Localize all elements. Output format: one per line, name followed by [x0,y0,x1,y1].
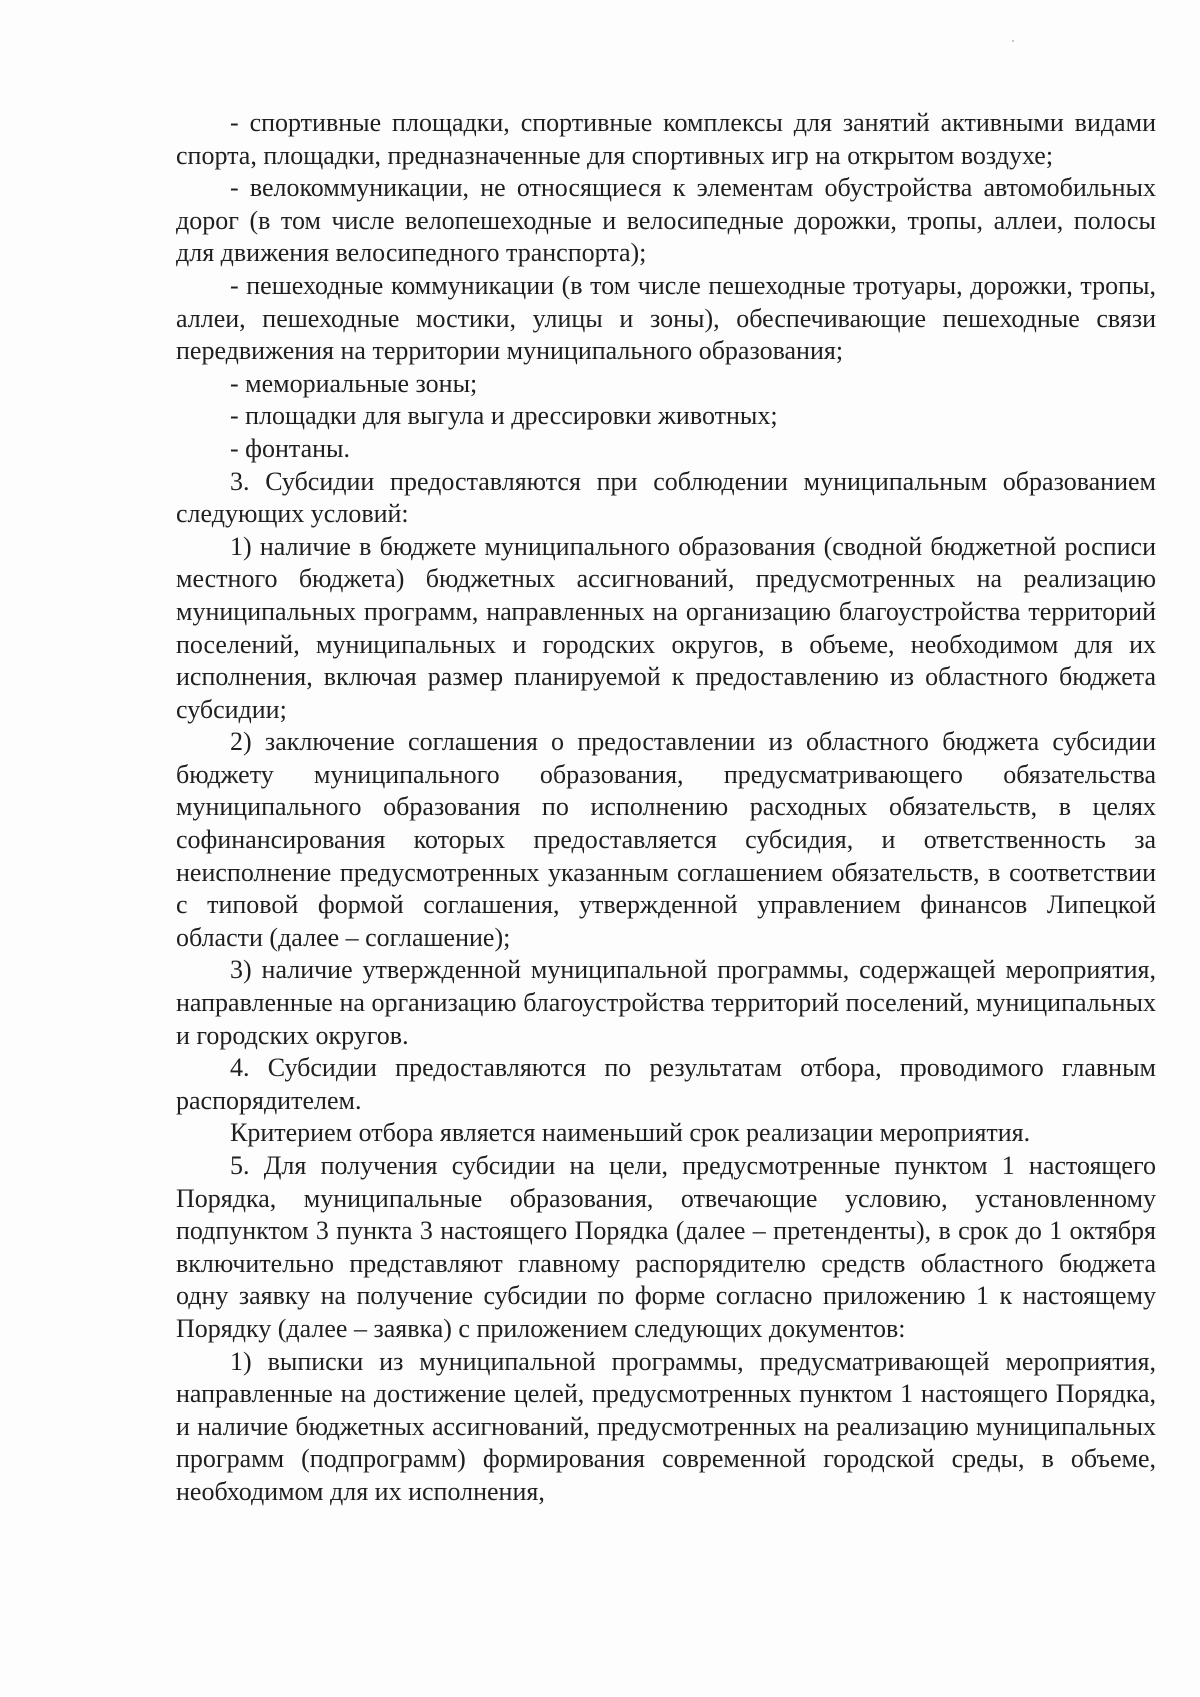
paragraph-bike-communications: - велокоммуникации, не относящиеся к элементам обустройства автомобильных дорог (в том числе велопешеходные и велосипедные дорожки, тропы, аллеи, полосы для движения велосипедного транспорта); [176,173,1156,268]
paragraph-clause-3-2: 2) заключение соглашения о предоставлении из областного бюджета субсидии бюджету муниципального образования, предусматривающего обязательства муниципального образования по исполнению расходных обязательств, в целях софинансирования которых предоставляется субсидия, и ответственность за неисполнение предусмотренных указанным соглашением обязательств, в соответствии с типовой формой соглашения, утвержденной управлением финансов Липецкой области (далее – соглашение); [176,727,1156,952]
paragraph-animal-areas: - площадки для выгула и дрессировки животных; [230,401,778,431]
paragraph-pedestrian-communications: - пешеходные коммуникации (в том числе пешеходные тротуары, дорожки, тропы, аллеи, пешеходные мостики, улицы и зоны), обеспечивающие пешеходные связи передвижения на территории муниципального образования; [176,270,1156,366]
paragraph-clause-3: 3. Субсидии предоставляются при соблюдении муниципальным образованием следующих условий: [176,466,1156,529]
paragraph-clause-3-1: 1) наличие в бюджете муниципального образования (сводной бюджетной росписи местного бюджета) бюджетных ассигнований, предусмотренных на реализацию муниципальных программ, направленных на организацию благоустройства территорий поселений, муниципальных и городских округов, в объеме, необходимом для их исполнения, включая размер планируемой к предоставлению из областного бюджета субсидии; [176,531,1156,724]
paragraph-sports-grounds: - спортивные площадки, спортивные комплексы для занятий активными видами спорта, площадки, предназначенные для спортивных игр на открытом воздухе; [176,108,1156,170]
scan-speck [1012,40,1014,42]
paragraph-clause-3-3: 3) наличие утвержденной муниципальной программы, содержащей мероприятия, направленные на организацию благоустройства территорий поселений, муниципальных и городских округов. [176,955,1156,1050]
paragraph-clause-5: 5. Для получения субсидии на цели, предусмотренные пунктом 1 настоящего Порядка, муниципальные образования, отвечающие условию, установленному подпунктом 3 пункта 3 настоящего Порядка (далее – претенденты), в срок до 1 октября включительно представляют главному распорядителю средств областного бюджета одну заявку на получение субсидии по форме согласно приложению 1 к настоящему Порядку (далее – заявка) с приложением следующих документов: [176,1151,1156,1343]
paragraph-clause-4: 4. Субсидии предоставляются по результатам отбора, проводимого главным распорядителем. [176,1053,1156,1115]
document-body [176,107,1156,1509]
paragraph-clause-5-1: 1) выписки из муниципальной программы, предусматривающей мероприятия, направленные на достижение целей, предусмотренных пунктом 1 настоящего Порядка, и наличие бюджетных ассигнований, предусмотренных на реализацию муниципальных программ (подпрограмм) формирования современной городской среды, в объеме, необходимом для их исполнения, [176,1346,1156,1506]
paragraph-memorial-zones: - мемориальные зоны; [230,368,478,398]
paragraph-selection-criterion: Критерием отбора является наименьший срок реализации мероприятия. [230,1118,1031,1148]
paragraph-fountains: - фонтаны. [230,433,351,463]
